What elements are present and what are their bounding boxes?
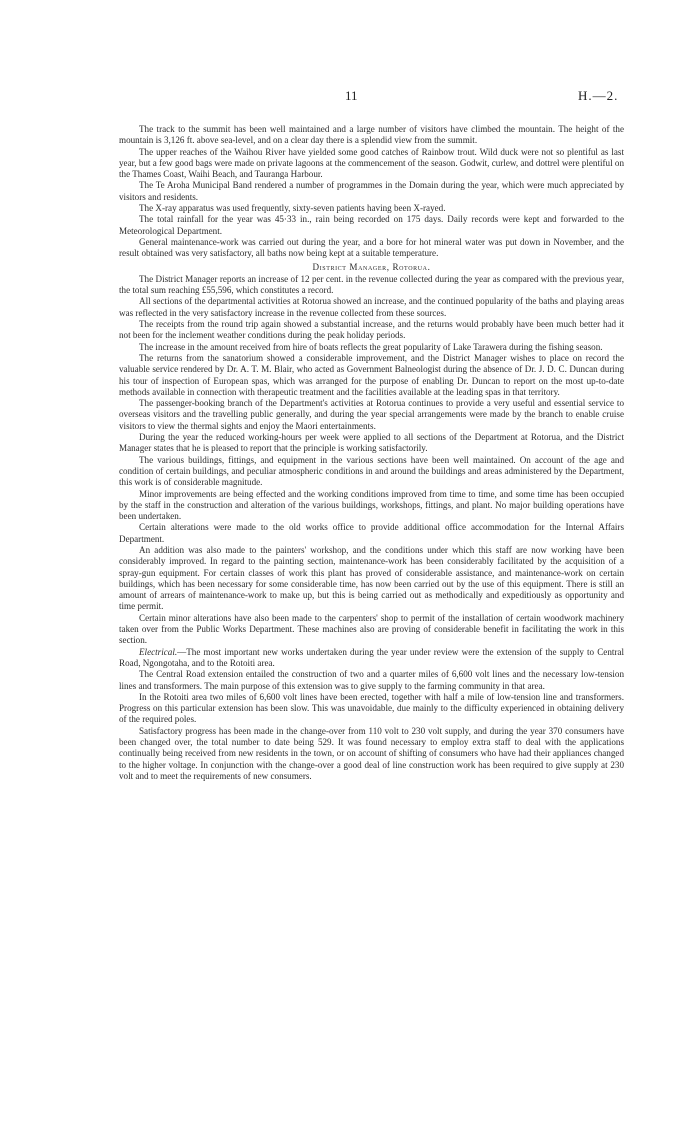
paragraph: The Te Aroha Municipal Band rendered a number of programmes in the Domain during the year, which were much appreciated by visitors and residents. <box>119 180 624 202</box>
paragraph: During the year the reduced working-hours per week were applied to all sections of the Department at Rotorua, and the District Manager states that he is pleased to report that the principle is working satisfactorily. <box>119 432 624 454</box>
electrical-text: —The most important new works undertaken during the year under review were the extension of the supply to Central Road, Ngongotaha, and to the Rotoiti area. <box>119 646 624 668</box>
paragraph: Minor improvements are being effected and the working conditions improved from time to time, and some time has been occupied by the staff in the construction and alteration of the various buildings, workshops, fittings, and plant. No major building operations have been undertaken. <box>119 488 624 522</box>
paragraph: The X-ray apparatus was used frequently, sixty-seven patients having been X-rayed. <box>139 203 446 214</box>
section-heading: District Manager, Rotorua. <box>312 261 431 272</box>
paragraph: The upper reaches of the Waihou River have yielded some good catches of Rainbow trout. Wild duck were not so plentiful as last year, but a few good bags were made on private lagoons at the commencement of the season. Godwit, curlew, and dottrel were plentiful on the Thames Coast, Waihi Beach, and Tauranga Harbour. <box>119 146 624 180</box>
paragraph: The receipts from the round trip again showed a substantial increase, and the returns would probably have been much better had it not been for the inclement weather conditions during the peak holiday periods. <box>119 319 624 341</box>
paragraph: The passenger-booking branch of the Department's activities at Rotorua continues to provide a very useful and essential service to overseas visitors and the travelling public generally, and during the year special arrangements were made by the branch to enable cruise visitors to view the thermal sights and enjoy the Maori entertainments. <box>119 398 624 431</box>
paragraph: The returns from the sanatorium showed a considerable improvement, and the District Manager wishes to place on record the valuable service rendered by Dr. A. T. M. Blair, who acted as Government Balneologist during the absence of Dr. J. D. C. Duncan during his tour of inspection of European spas, which was arranged for the purpose of enabling Dr. Duncan to report on the most up-to-date methods available in connection with therapeutic treatment and the facilities available at the leading spas in that territory. <box>119 352 624 397</box>
paragraph: Satisfactory progress has been made in the change-over from 110 volt to 230 volt supply, and during the year 370 consumers have been changed over, the total number to date being 529. It was found necessary to employ extra staff to deal with the applications continually being received from new residents in the town, or on account of shifting of consumers who have had their appliances changed to the higher voltage. In conjunction with the change-over a good deal of line construction work has been required to give supply at 230 volt and to meet the requirements of new consumers. <box>119 725 624 781</box>
electrical-sidehead: Electrical. <box>139 646 178 657</box>
paragraph: The various buildings, fittings, and equipment in the various sections have been well maintained. On account of the age and condition of certain buildings, and peculiar atmospheric conditions in and around the buildings and areas administered by the Department, this work is of considerable magnitude. <box>119 454 624 488</box>
paragraph: General maintenance-work was carried out during the year, and a bore for hot mineral water was put down in November, and the result obtained was very satisfactory, all baths now being kept at a suitable temperature. <box>119 236 624 259</box>
paragraph: An addition was also made to the painters' workshop, and the conditions under which this staff are now working have been considerably improved. In regard to the painting section, maintenance-work has been considerably facilitated by the acquisition of a spray-gun equipment. For certain classes of work this plant has proved of considerable assistance, and maintenance-work on certain buildings, which has been necessary for some considerable time, has now been carried out by the use of this equipment. There is still an amount of arrears of maintenance-work to make up, but this is being carried out as methodically and expeditiously as opportunity and time permit. <box>119 544 624 612</box>
paragraph: The track to the summit has been well maintained and a large number of visitors have climbed the mountain. The height of the mountain is 3,126 ft. above sea-level, and on a clear day there is a splendid view from the summit. <box>119 124 624 146</box>
paragraph: Certain alterations were made to the old works office to provide additional office accommodation for the Internal Affairs Department. <box>119 522 624 544</box>
electrical-paragraph <box>119 647 624 670</box>
paragraph: All sections of the departmental activities at Rotorua showed an increase, and the continued popularity of the baths and playing areas was reflected in the very satisfactory increase in the revenue collected from these sources. <box>119 296 624 318</box>
page-header <box>0 88 700 104</box>
paragraph: The District Manager reports an increase of 12 per cent. in the revenue collected during the year as compared with the previous year, the total sum reaching £55,596, which constitutes a record. <box>119 273 624 296</box>
paragraph: The increase in the amount received from hire of boats reflects the great popularity of Lake Tarawera during the fishing season. <box>139 341 603 352</box>
paragraph: In the Rotoiti area two miles of 6,600 volt lines have been erected, together with half a mile of low-tension line and transformers. Progress on this particular extension has been slow. This was unavoidable, due mainly to the difficulty experienced in obtaining delivery of the required poles. <box>119 691 624 725</box>
page-number: 11 <box>345 88 358 103</box>
report-body <box>119 124 624 782</box>
paragraph: The total rainfall for the year was 45·33 in., rain being recorded on 175 days. Daily records were kept and forwarded to the Meteorological Department. <box>119 214 624 236</box>
report-code: H.—2. <box>578 88 619 103</box>
paragraph: The Central Road extension entailed the construction of two and a quarter miles of 6,600 volt lines and the necessary low-tension lines and transformers. The main purpose of this extension was to give supply to the farming community in that area. <box>119 669 624 691</box>
paragraph: Certain minor alterations have also been made to the carpenters' shop to permit of the installation of certain woodwork machinery taken over from the Public Works Department. These machines also are proving of considerable benefit in facilitating the work in this section. <box>119 612 624 646</box>
